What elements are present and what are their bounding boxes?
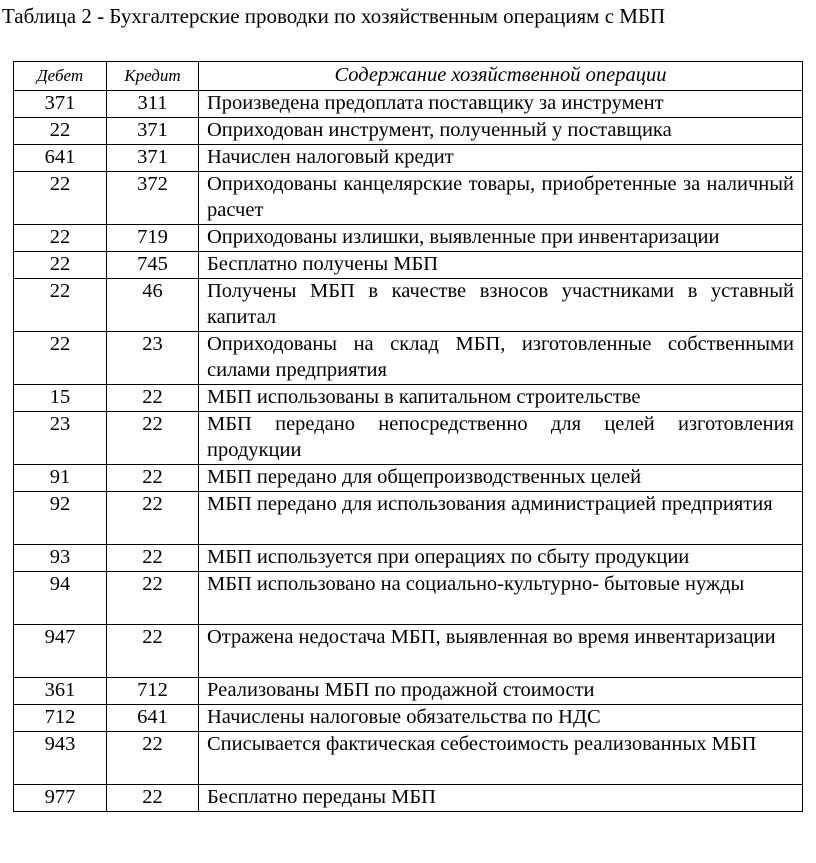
cell-kredit: 712 (107, 678, 199, 705)
table-row (14, 279, 803, 332)
cell-debet: 15 (14, 385, 107, 412)
cell-debet: 22 (14, 118, 107, 145)
table-row (14, 465, 803, 492)
cell-debet: 94 (14, 572, 107, 625)
cell-content: Получены МБП в качестве взносов участниками в уставный капитал (199, 279, 803, 332)
cell-kredit: 22 (107, 385, 199, 412)
cell-kredit: 23 (107, 332, 199, 385)
table-row (14, 118, 803, 145)
cell-debet: 943 (14, 732, 107, 785)
table-row (14, 172, 803, 225)
cell-debet: 22 (14, 225, 107, 252)
table-row (14, 252, 803, 279)
cell-debet: 641 (14, 145, 107, 172)
cell-kredit: 641 (107, 705, 199, 732)
cell-kredit: 372 (107, 172, 199, 225)
cell-debet: 712 (14, 705, 107, 732)
cell-debet: 361 (14, 678, 107, 705)
table-row (14, 732, 803, 785)
cell-content: Списывается фактическая себестоимость реализованных МБП (199, 732, 803, 785)
cell-kredit: 22 (107, 572, 199, 625)
cell-content: Бесплатно переданы МБП (199, 785, 803, 812)
cell-content: МБП передано для использования администрацией предприятия (199, 492, 803, 545)
cell-debet: 91 (14, 465, 107, 492)
cell-kredit: 22 (107, 465, 199, 492)
cell-content: МБП используется при операциях по сбыту продукции (199, 545, 803, 572)
table-row (14, 545, 803, 572)
cell-content: Оприходован инструмент, полученный у поставщика (199, 118, 803, 145)
cell-kredit: 745 (107, 252, 199, 279)
table-row (14, 412, 803, 465)
cell-content: МБП передано для общепроизводственных целей (199, 465, 803, 492)
cell-content: МБП использованы в капитальном строительстве (199, 385, 803, 412)
cell-content: Бесплатно получены МБП (199, 252, 803, 279)
table-header-row (14, 62, 803, 91)
cell-content: Начислены налоговые обязательства по НДС (199, 705, 803, 732)
cell-debet: 93 (14, 545, 107, 572)
header-debet: Дебет (14, 62, 107, 91)
cell-debet: 92 (14, 492, 107, 545)
table-row (14, 332, 803, 385)
table-row (14, 145, 803, 172)
header-kredit: Кредит (107, 62, 199, 91)
cell-content: МБП использовано на социально-культурно- бытовые нужды (199, 572, 803, 625)
table-row (14, 705, 803, 732)
cell-content: Произведена предоплата поставщику за инструмент (199, 91, 803, 118)
cell-debet: 22 (14, 332, 107, 385)
table-row (14, 225, 803, 252)
table-caption: Таблица 2 - Бухгалтерские проводки по хозяйственным операциям с МБП (2, 4, 666, 28)
cell-kredit: 22 (107, 545, 199, 572)
table-row (14, 91, 803, 118)
cell-debet: 22 (14, 172, 107, 225)
cell-debet: 22 (14, 252, 107, 279)
cell-content: Отражена недостача МБП, выявленная во время инвентаризации (199, 625, 803, 678)
cell-debet: 371 (14, 91, 107, 118)
cell-kredit: 22 (107, 492, 199, 545)
table-row (14, 625, 803, 678)
cell-kredit: 22 (107, 412, 199, 465)
cell-kredit: 22 (107, 625, 199, 678)
cell-kredit: 719 (107, 225, 199, 252)
cell-content: МБП передано непосредственно для целей изготовления продукции (199, 412, 803, 465)
cell-debet: 22 (14, 279, 107, 332)
table-row (14, 572, 803, 625)
cell-content: Оприходованы канцелярские товары, приобретенные за наличный расчет (199, 172, 803, 225)
cell-kredit: 46 (107, 279, 199, 332)
cell-kredit: 371 (107, 145, 199, 172)
header-content: Содержание хозяйственной операции (199, 62, 803, 91)
cell-kredit: 22 (107, 732, 199, 785)
cell-kredit: 22 (107, 785, 199, 812)
cell-debet: 977 (14, 785, 107, 812)
cell-debet: 947 (14, 625, 107, 678)
table-body (14, 91, 803, 812)
cell-content: Оприходованы излишки, выявленные при инвентаризации (199, 225, 803, 252)
cell-content: Начислен налоговый кредит (199, 145, 803, 172)
cell-kredit: 311 (107, 91, 199, 118)
accounting-entries-table (13, 61, 803, 812)
table-row (14, 678, 803, 705)
cell-debet: 23 (14, 412, 107, 465)
table-row (14, 492, 803, 545)
table-row (14, 385, 803, 412)
cell-kredit: 371 (107, 118, 199, 145)
cell-content: Реализованы МБП по продажной стоимости (199, 678, 803, 705)
table-row (14, 785, 803, 812)
cell-content: Оприходованы на склад МБП, изготовленные собственными силами предприятия (199, 332, 803, 385)
